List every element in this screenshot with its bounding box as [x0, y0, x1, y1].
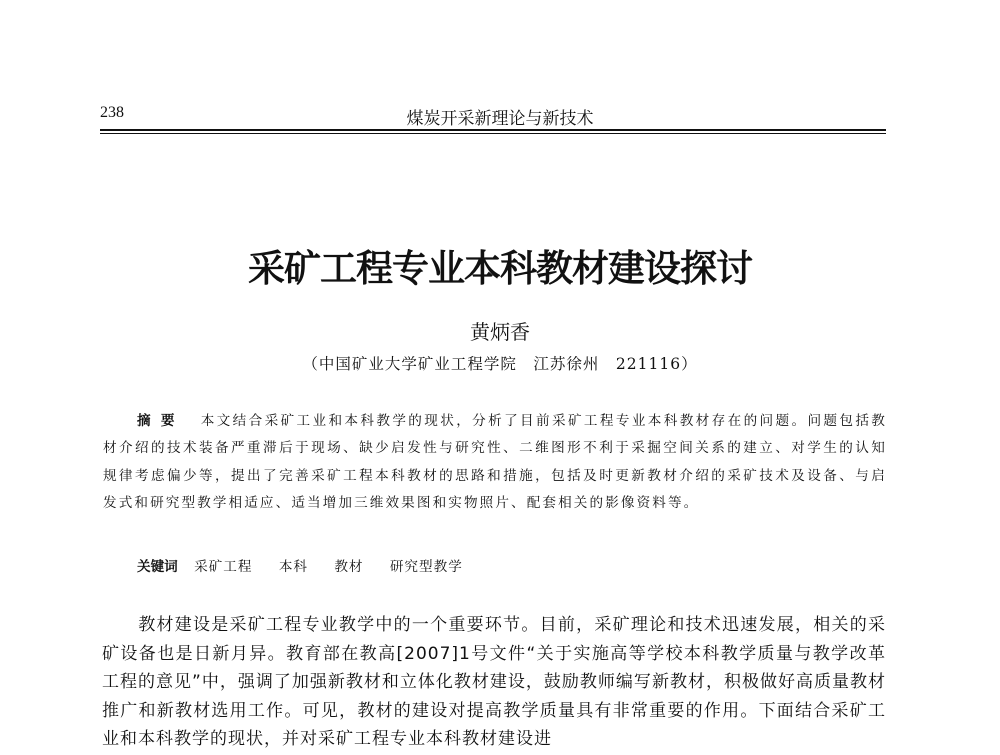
abstract-text: 本文结合采矿工业和本科教学的现状，分析了目前采矿工程专业本科教材存在的问题。问题包括教材介绍的技术装备严重滞后于现场、缺少启发性与研究性、二维图形不利于采掘空间关系的建立、对学生的认知规律考虑偏少等，提出了完善采矿工程本科教材的思路和措施，包括及时更新教材介绍的采矿技术及设备、与启发式和研究型教学相适应、适当增加三维效果图和实物照片、配套相关的影像资料等。 [103, 413, 888, 512]
body-paragraph-text: 教材建设是采矿工程专业教学中的一个重要环节。目前，采矿理论和技术迅速发展，相关的采矿设备也是日新月异。教育部在教高[2007]1号文件“关于实施高等学校本科教学质量与教学改革工程的意见”中，强调了加强新教材和立体化教材建设，鼓励教师编写新教材，积极做好高质量教材推广和新教材选用工作。可见，教材的建设对提高教学质量具有非常重要的作用。下面结合采矿工业和本科教学的现状，并对采矿工程专业本科教材建设进 [102, 615, 886, 749]
page-number: 238 [100, 104, 124, 121]
abstract-label: 摘要 [137, 413, 185, 429]
keyword-item: 研究型教学 [389, 559, 463, 575]
running-head: 煤炭开采新理论与新技术 [406, 109, 594, 129]
keyword-item: 采矿工程 [194, 559, 253, 575]
author-affiliation: （中国矿业大学矿业工程学院 江苏徐州 221116） [302, 355, 698, 373]
keyword-item: 教材 [334, 559, 364, 575]
keywords-label: 关键词 [137, 559, 178, 575]
keyword-item: 本科 [278, 559, 308, 575]
header-rule [100, 129, 886, 131]
header-rule-thin [100, 133, 886, 134]
paper-title: 采矿工程专业本科教材建设探讨 [248, 247, 752, 290]
abstract [103, 408, 887, 518]
keywords [137, 555, 485, 575]
author-name: 黄炳香 [470, 320, 530, 344]
body-paragraph [102, 611, 886, 754]
